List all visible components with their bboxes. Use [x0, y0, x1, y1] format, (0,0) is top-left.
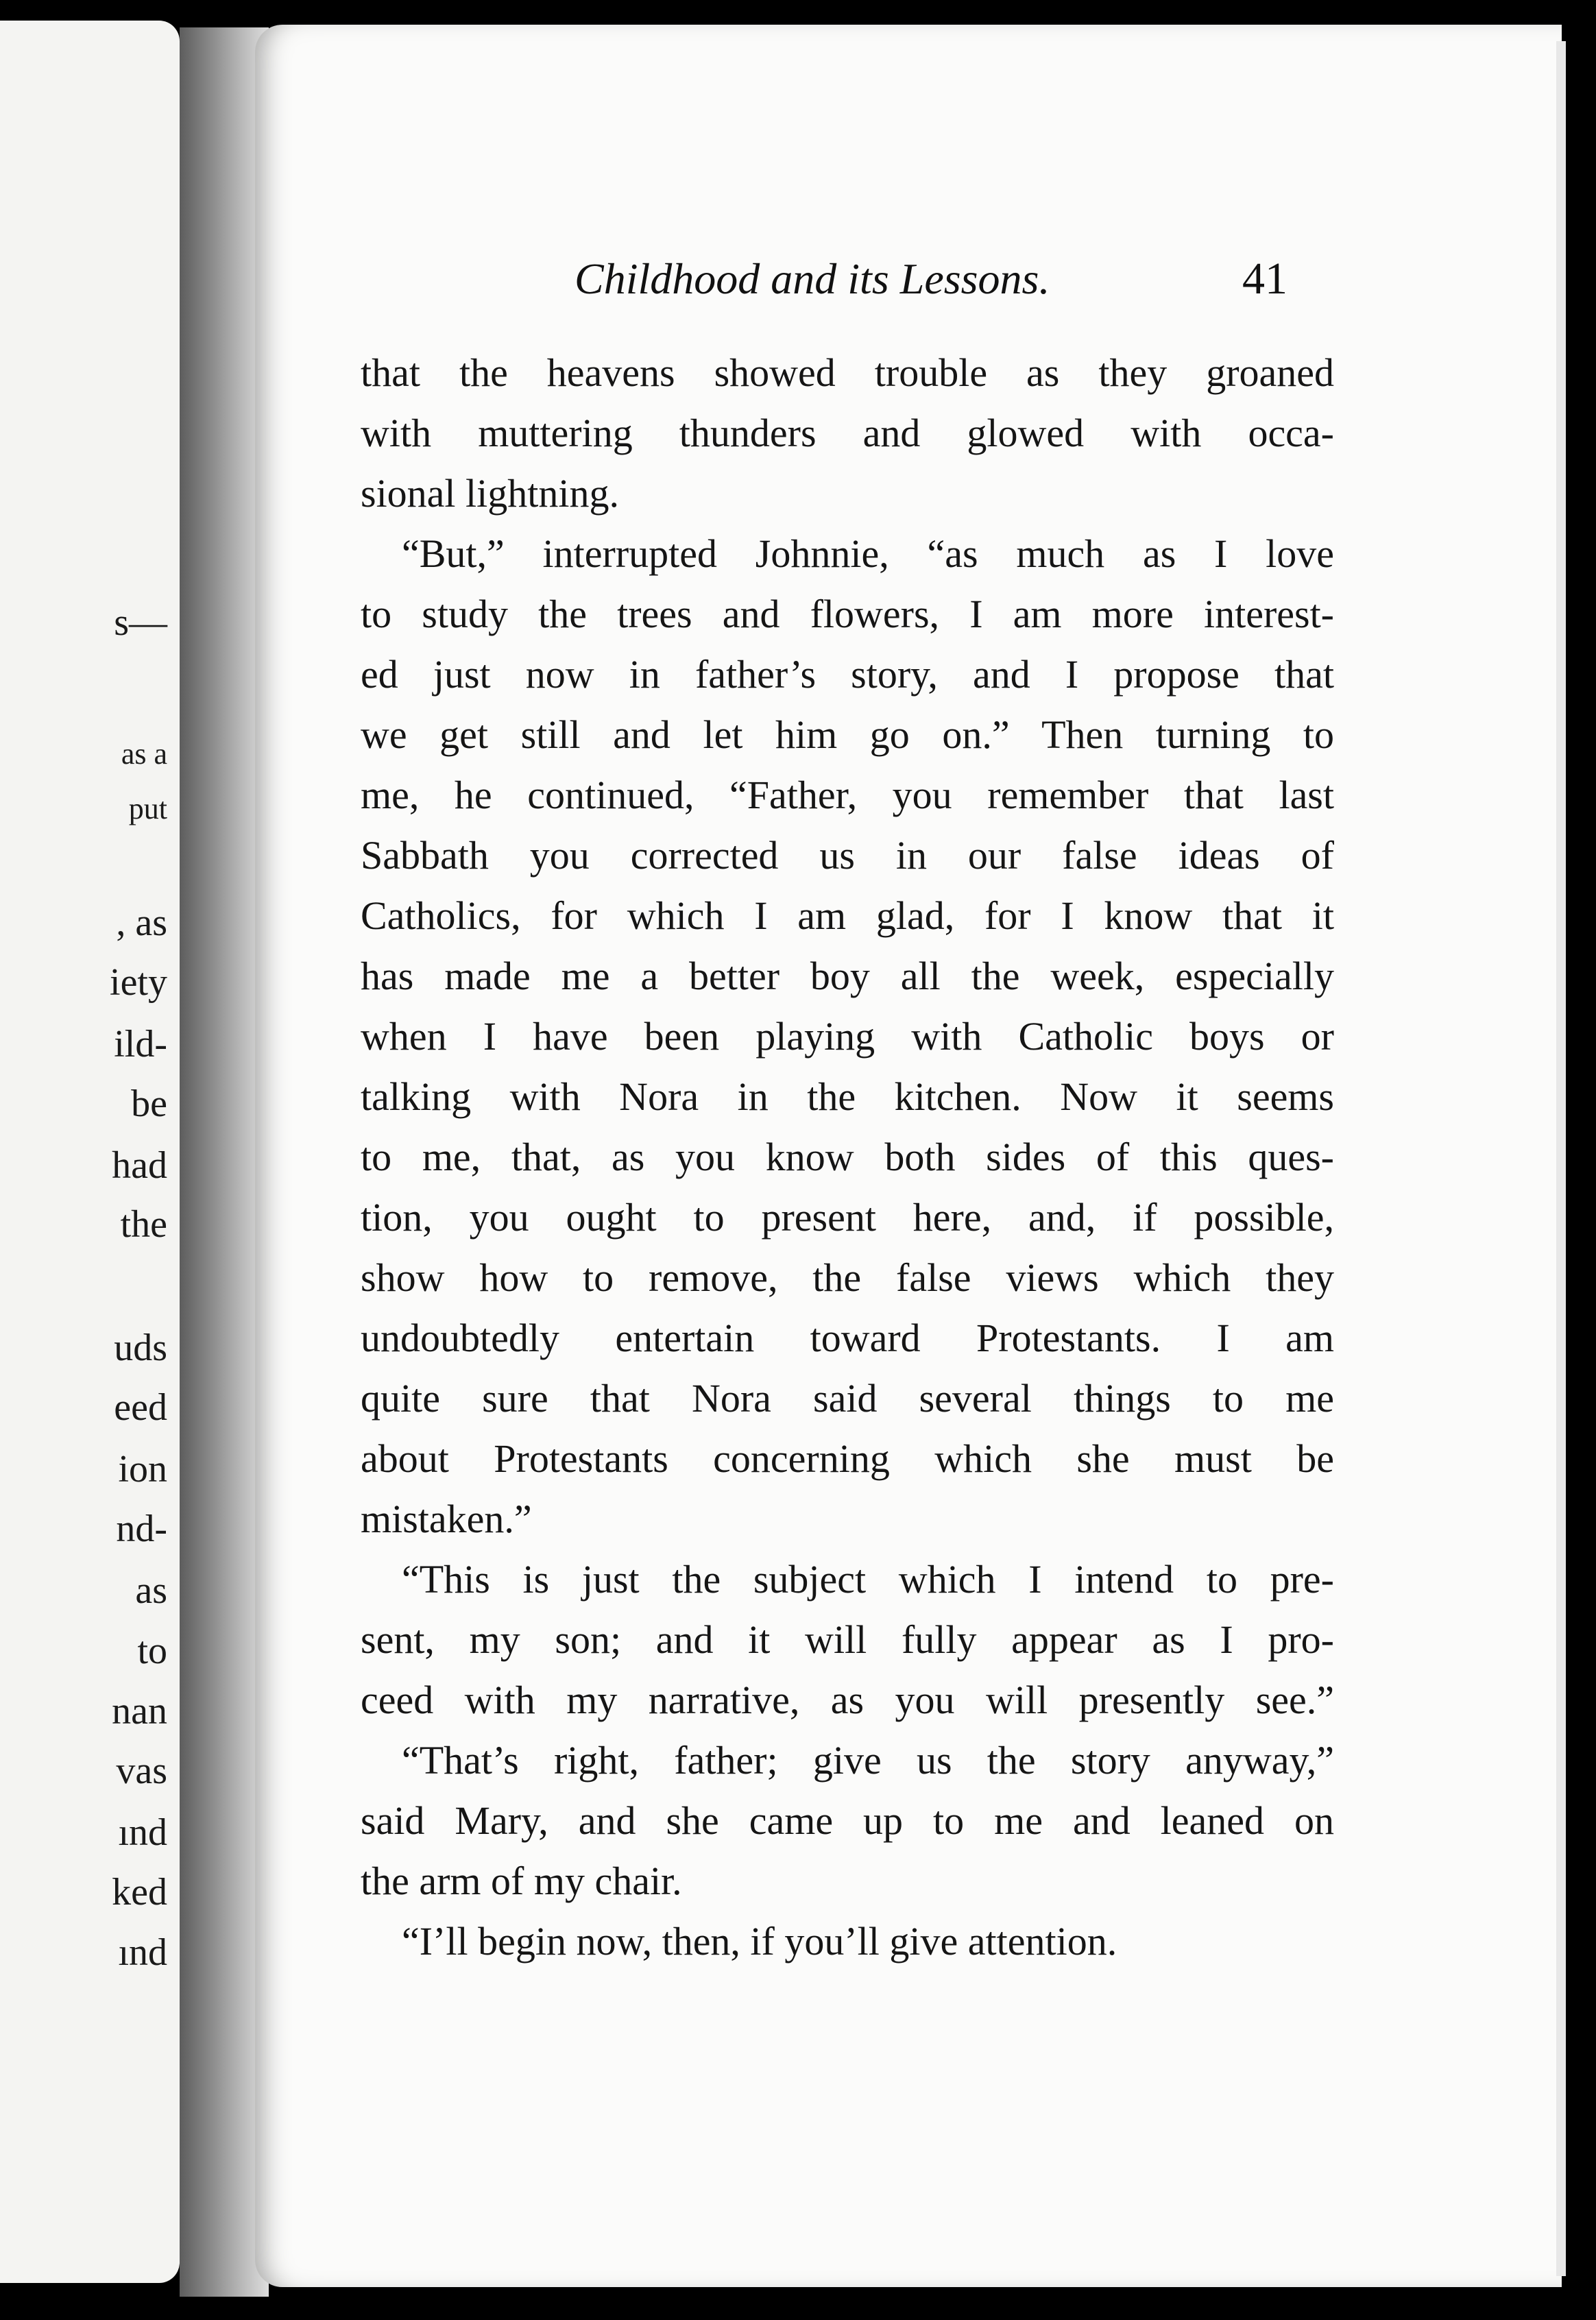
text-line: the arm of my chair. [361, 1859, 682, 1903]
text-line: show how to remove, the false views which they [361, 1255, 1334, 1300]
left-page-fragment: nan [112, 1690, 167, 1732]
left-page-fragment: be [131, 1083, 167, 1125]
text-line: with muttering thunders and glowed with occa- [361, 411, 1334, 455]
text-line: Sabbath you corrected us in our false ideas of [361, 833, 1334, 878]
body-text [361, 343, 1334, 1972]
left-page-fragment: put [128, 792, 167, 825]
left-page-fragment: ild- [114, 1023, 167, 1065]
text-line: sent, my son; and it will fully appear as I pro- [361, 1617, 1334, 1662]
left-page-fragment: the [120, 1203, 167, 1246]
text-line: that the heavens showed trouble as they groaned [361, 350, 1334, 395]
text-line: ceed with my narrative, as you will presently see.” [361, 1678, 1334, 1722]
text-line: “That’s right, father; give us the story anyway,” [402, 1738, 1334, 1783]
text-line: to me, that, as you know both sides of this ques- [361, 1135, 1334, 1179]
left-page-fragment: vas [116, 1750, 167, 1792]
page-number: 41 [1242, 254, 1287, 304]
text-line: “I’ll begin now, then, if you’ll give attention. [402, 1919, 1117, 1963]
text-line: tion, you ought to present here, and, if possible, [361, 1195, 1334, 1240]
left-page-fragment: as a [121, 737, 167, 771]
left-page-fragment: s— [114, 601, 167, 644]
left-page-fragment: nd- [116, 1508, 167, 1550]
left-page-fragment: uds [114, 1327, 167, 1369]
text-line: me, he continued, “Father, you remember that last [361, 773, 1334, 817]
text-line: “But,” interrupted Johnnie, “as much as I love [402, 531, 1334, 576]
text-line: mistaken.” [361, 1497, 532, 1541]
text-line: ed just now in father’s story, and I propose that [361, 652, 1334, 697]
running-head: Childhood and its Lessons. [575, 254, 1050, 303]
left-page-fragment: had [112, 1144, 167, 1187]
left-page-fragment: ion [118, 1448, 167, 1490]
text-line: sional lightning. [361, 471, 619, 516]
text-line: “This is just the subject which I intend to pre- [402, 1557, 1334, 1602]
text-line: quite sure that Nora said several things to me [361, 1376, 1334, 1421]
page-edge [1556, 41, 1566, 2276]
left-page-fragment: eed [114, 1386, 167, 1429]
text-line: when I have been playing with Catholic boys or [361, 1014, 1334, 1059]
text-line: to study the trees and flowers, I am more interest- [361, 592, 1334, 636]
left-page-fragment: ked [112, 1871, 167, 1913]
left-page-fragment: as [135, 1569, 167, 1612]
text-line: we get still and let him go on.” Then turning to [361, 712, 1334, 757]
text-line: undoubtedly entertain toward Protestants. I am [361, 1316, 1334, 1360]
left-page-fragment: iety [110, 961, 167, 1004]
text-line: Catholics, for which I am glad, for I know that it [361, 893, 1334, 938]
left-page-fragment: ınd [118, 1811, 167, 1854]
left-page-fragment: ınd [118, 1931, 167, 1974]
text-line: has made me a better boy all the week, especially [361, 954, 1334, 998]
text-line: talking with Nora in the kitchen. Now it seems [361, 1074, 1334, 1119]
left-facing-page [0, 21, 180, 2283]
left-page-fragment: , as [116, 902, 167, 944]
left-page-text-fragments [0, 21, 180, 2283]
left-page-fragment: to [137, 1630, 167, 1672]
text-line: about Protestants concerning which she must be [361, 1436, 1334, 1481]
text-line: said Mary, and she came up to me and leaned on [361, 1798, 1334, 1843]
